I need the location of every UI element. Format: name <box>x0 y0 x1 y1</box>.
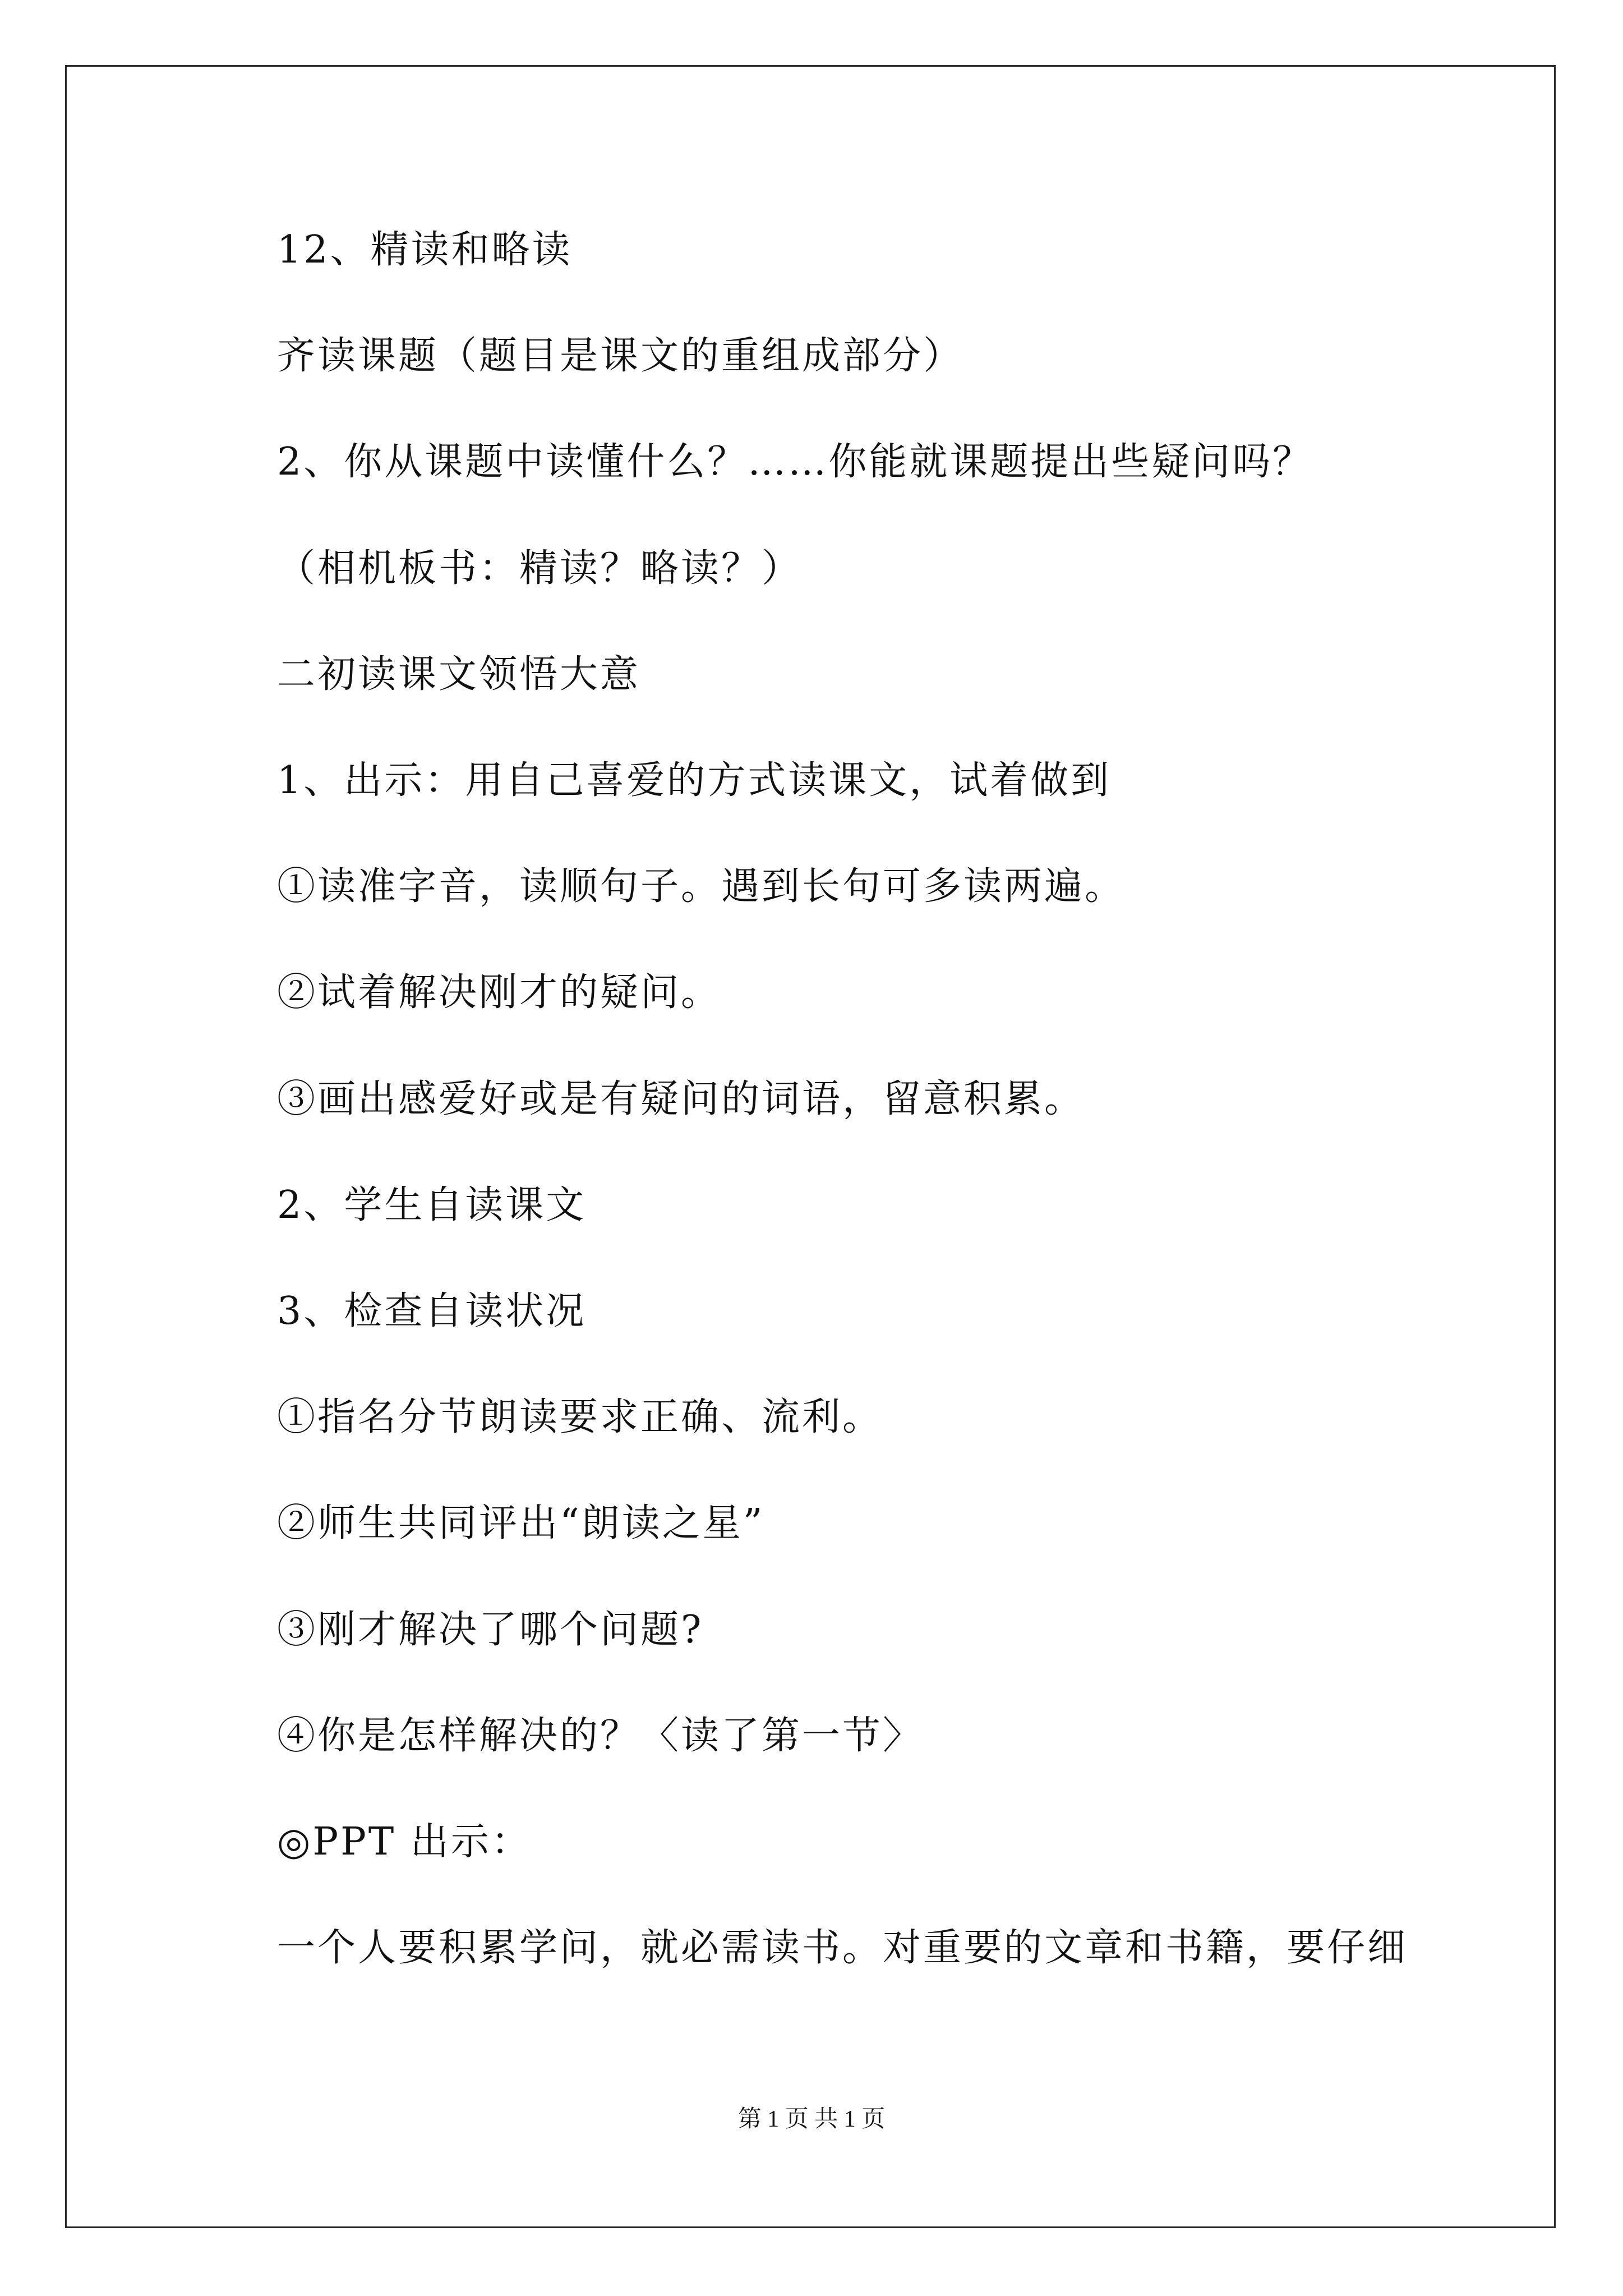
paragraph: ②师生共同评出“朗读之星” <box>277 1501 765 1545</box>
paragraph: ②试着解决刚才的疑问。 <box>277 970 722 1015</box>
paragraph: ①读准字音，读顺句子。遇到长句可多读两遍。 <box>277 864 1126 909</box>
paragraph: 齐读课题（题目是课文的重组成部分） <box>277 334 964 378</box>
paragraph: 3、检查自读状况 <box>277 1289 587 1333</box>
paragraph: 一个人要积累学问，就必需读书。对重要的文章和书籍，要仔细 <box>277 1926 1408 1970</box>
paragraph: ③画出感爱好或是有疑问的词语，留意积累。 <box>277 1077 1085 1121</box>
paragraph: 1、出示：用自己喜爱的方式读课文，试着做到 <box>277 758 1112 803</box>
paragraph: 2、学生自读课文 <box>277 1183 587 1227</box>
paragraph: ◎PPT 出示： <box>277 1820 532 1864</box>
page-number-footer: 第 1 页 共 1 页 <box>737 2106 886 2132</box>
page-border <box>65 65 1556 2228</box>
paragraph: ③刚才解决了哪个问题? <box>277 1608 704 1652</box>
paragraph: 二初读课文领悟大意 <box>277 652 641 697</box>
paragraph: 12、精读和略读 <box>277 228 573 272</box>
paragraph: ④你是怎样解决的？〈读了第一节〉 <box>277 1714 924 1758</box>
paragraph: 2、你从课题中读懂什么？……你能就课题提出些疑问吗？ <box>277 440 1313 484</box>
paragraph: （相机板书：精读？略读？） <box>277 546 803 591</box>
paragraph: ①指名分节朗读要求正确、流利。 <box>277 1395 883 1439</box>
